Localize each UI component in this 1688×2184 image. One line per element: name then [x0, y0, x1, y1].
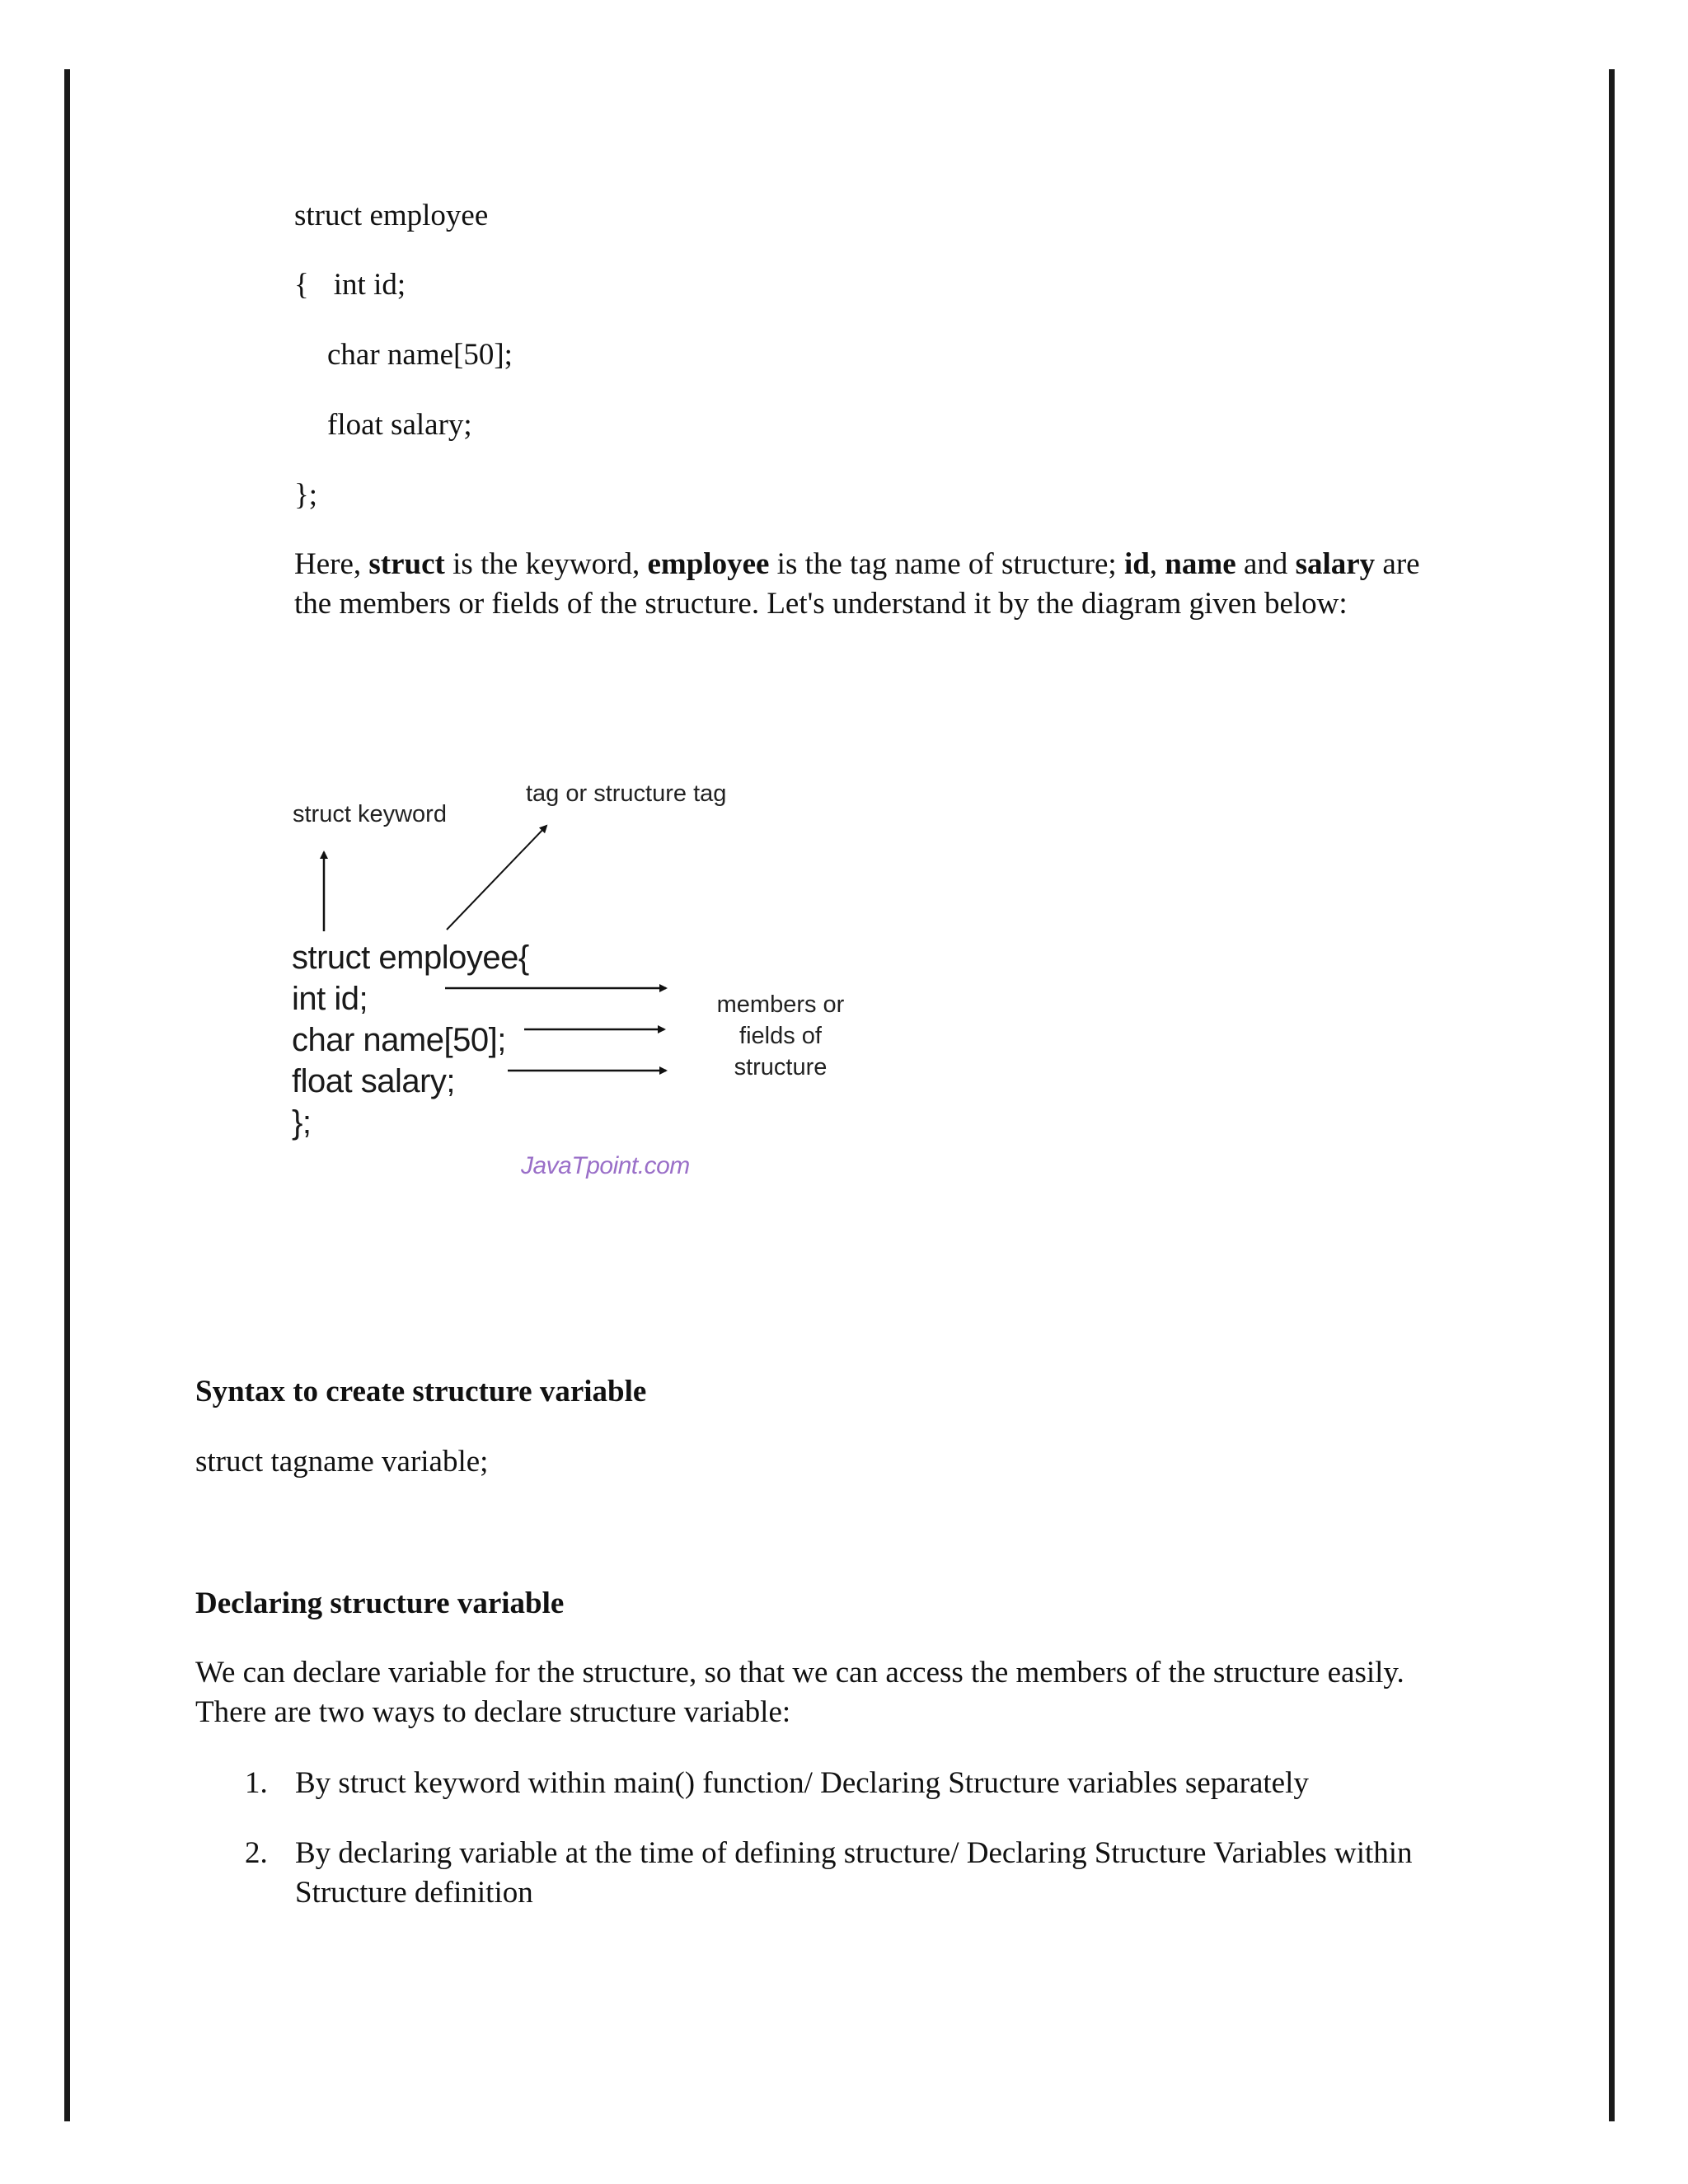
javatpoint-watermark: JavaTpoint.com — [521, 1152, 690, 1179]
syntax-code: struct tagname variable; — [195, 1445, 489, 1479]
code-line-struct-employee: struct employee — [294, 199, 489, 232]
intro-text-3: is the tag name of structure; — [769, 547, 1124, 581]
left-page-border — [64, 69, 70, 2121]
intro-bold-salary: salary — [1295, 547, 1376, 581]
diagram-code-line-5: }; — [292, 1104, 312, 1141]
intro-text-6: are the members or fields of the structure. Let's understand it by the diagram given below: — [294, 547, 1420, 621]
code-int-id: int id; — [333, 268, 406, 302]
intro-text-4: , — [1149, 547, 1165, 581]
intro-bold-name: name — [1165, 547, 1236, 581]
right-page-border — [1609, 69, 1615, 2121]
members-label-line-1: members or — [716, 991, 845, 1018]
diagram-code-line-2: int id; — [292, 981, 368, 1017]
members-label-line-2: fields of — [739, 1023, 822, 1049]
intro-bold-employee: employee — [647, 547, 770, 581]
list-item-text: By declaring variable at the time of defining structure/ Declaring Structure Variables within Structure definition — [295, 1836, 1413, 1910]
list-item-number: 1. — [245, 1766, 268, 1800]
struct-diagram — [280, 766, 923, 1212]
members-label — [686, 989, 875, 1083]
open-brace: { — [294, 268, 309, 302]
declaring-heading: Declaring structure variable — [195, 1586, 565, 1620]
list-item — [245, 1764, 1440, 1813]
struct-keyword-label: struct keyword — [293, 801, 447, 827]
code-line-float-salary: float salary; — [327, 408, 472, 442]
syntax-heading: Syntax to create structure variable — [195, 1375, 647, 1408]
list-item-text: By struct keyword within main() function/ Declaring Structure variables separately — [295, 1766, 1309, 1800]
list-item — [245, 1834, 1440, 1916]
intro-text-5: and — [1236, 547, 1296, 581]
arrow-to-tag — [447, 826, 546, 930]
intro-text-1: Here, — [294, 547, 369, 581]
code-line-open-brace — [294, 265, 406, 305]
code-line-close-brace: }; — [294, 478, 318, 512]
diagram-code-line-3: char name[50]; — [292, 1022, 506, 1058]
intro-bold-struct: struct — [368, 547, 445, 581]
diagram-code-line-1: struct employee{ — [292, 940, 529, 976]
intro-bold-id: id — [1123, 547, 1150, 581]
list-item-number: 2. — [245, 1836, 268, 1870]
intro-text-2: is the keyword, — [444, 547, 648, 581]
diagram-code-line-4: float salary; — [292, 1063, 456, 1099]
tag-label: tag or structure tag — [526, 780, 727, 807]
intro-paragraph — [294, 545, 1465, 624]
members-label-line-3: structure — [734, 1054, 828, 1080]
code-line-char-name: char name[50]; — [327, 338, 513, 372]
declaring-paragraph: We can declare variable for the structure, so that we can access the members of the structure easily. There are two ways to declare structure variable: — [195, 1656, 1404, 1729]
